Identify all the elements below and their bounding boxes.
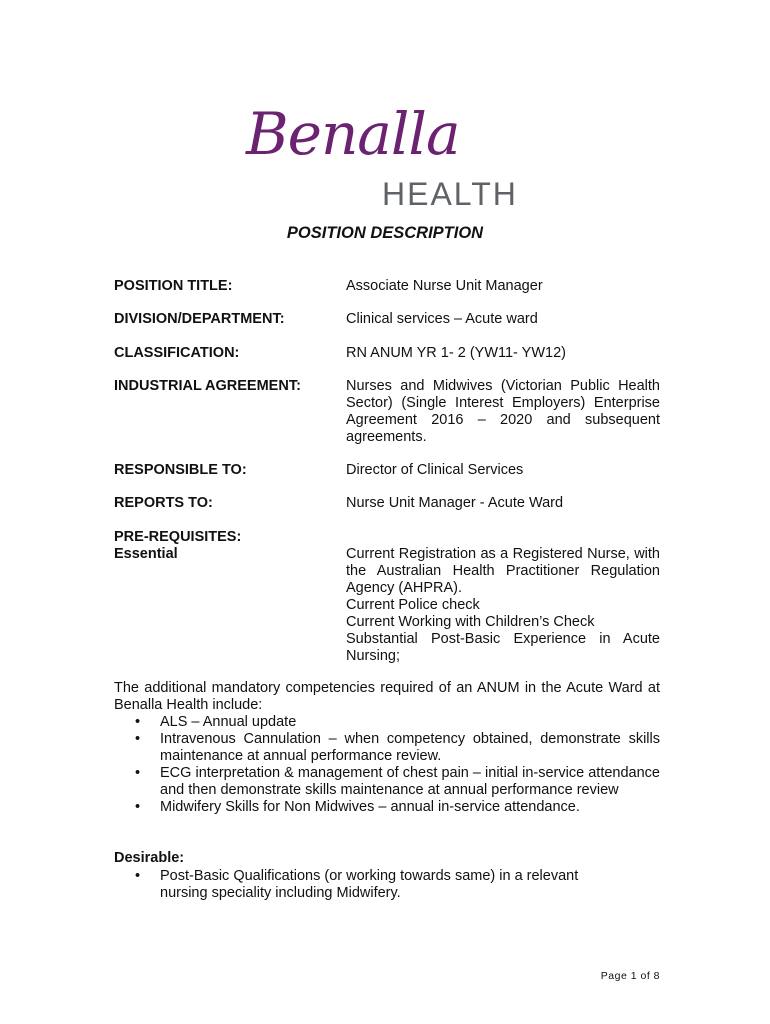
reports-to-value: Nurse Unit Manager - Acute Ward (346, 495, 564, 511)
competencies-section (114, 680, 660, 816)
bullet-icon: • (135, 765, 141, 781)
bullet-icon: • (135, 799, 141, 815)
document-title: POSITION DESCRIPTION (286, 224, 484, 242)
competencies-list (114, 714, 660, 816)
division-label: DIVISION/DEPARTMENT: (114, 311, 285, 327)
bullet-icon: • (135, 714, 141, 730)
prerequisite-item: Current Registration as a Registered Nurse, with the Australian Health Practitioner Regulation Agency (AHPRA). (346, 546, 660, 596)
benalla-health-logo (246, 100, 536, 215)
classification-label: CLASSIFICATION: (114, 345, 240, 361)
bullet-icon: • (135, 868, 141, 884)
prerequisite-item: Current Police check (346, 597, 480, 613)
reports-to-label: REPORTS TO: (114, 495, 213, 511)
desirable-list (114, 868, 614, 902)
desirable-section (114, 868, 614, 902)
prerequisites-essential-label: Essential (114, 546, 178, 562)
division-value: Clinical services – Acute ward (346, 311, 538, 327)
position-title-label: POSITION TITLE: (114, 278, 233, 294)
bullet-icon: • (135, 731, 141, 747)
prerequisite-item: Substantial Post-Basic Experience in Acute Nursing; (346, 631, 660, 664)
position-title-value: Associate Nurse Unit Manager (346, 278, 543, 294)
agreement-value: Nurses and Midwives (Victorian Public Health Sector) (Single Interest Employers) Enterprise Agreement 2016 – 2020 and subsequent agreements. (346, 378, 660, 445)
list-item: • Post-Basic Qualifications (or working towards same) in a relevant nursing speciality including Midwifery. (135, 868, 579, 901)
list-item: • Intravenous Cannulation – when competency obtained, demonstrate skills maintenance at annual performance review. (135, 731, 660, 764)
agreement-label: INDUSTRIAL AGREEMENT: (114, 378, 301, 394)
prerequisite-item: Current Working with Children’s Check (346, 614, 595, 630)
list-item: • ALS – Annual update (135, 714, 297, 730)
responsible-to-value: Director of Clinical Services (346, 462, 524, 478)
list-item: • Midwifery Skills for Non Midwives – annual in-service attendance. (135, 799, 580, 815)
classification-value: RN ANUM YR 1- 2 (YW11- YW12) (346, 345, 566, 361)
logo-wordmark: Benalla (246, 100, 460, 168)
responsible-to-label: RESPONSIBLE TO: (114, 462, 247, 478)
list-item: • ECG interpretation & management of chest pain – initial in-service attendance and then demonstrate skills maintenance at annual performance review (135, 765, 660, 798)
prerequisites-label: PRE-REQUISITES: (114, 529, 242, 545)
logo-subtitle: HEALTH (382, 176, 518, 212)
prerequisites-list (346, 546, 660, 665)
page-number: Page 1 of 8 (600, 970, 660, 982)
competencies-intro: The additional mandatory competencies required of an ANUM in the Acute Ward at Benalla Health include: (114, 680, 660, 713)
desirable-label: Desirable: (114, 850, 185, 866)
